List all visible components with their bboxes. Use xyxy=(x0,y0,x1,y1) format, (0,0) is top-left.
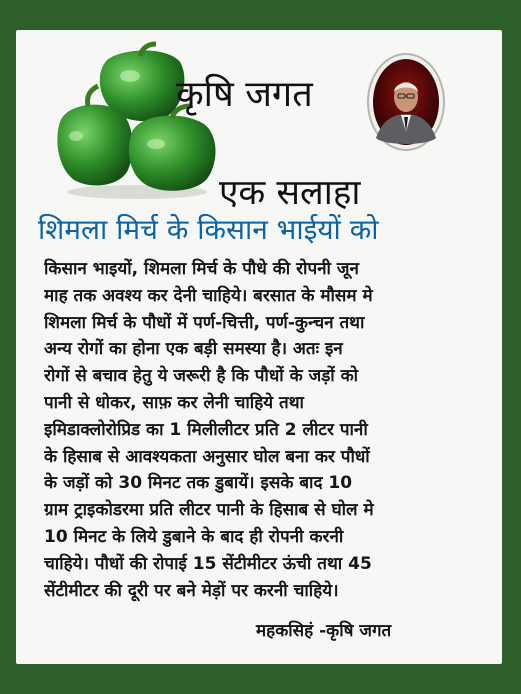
green-capsicum-illustration xyxy=(52,40,222,200)
advisory-body xyxy=(44,256,474,604)
body-line: अन्य रोगों का होना एक बड़ी समस्या है। अतः इन xyxy=(44,339,343,360)
body-line: के हिसाब से आवश्यकता अनुसार घोल बना कर पौधों xyxy=(44,446,370,467)
signature: महकसिहं -कृषि जगत xyxy=(256,621,392,641)
body-line: किसान भाइयों, शिमला मिर्च के पौधे की रोपनी जून xyxy=(44,259,359,279)
body-line: शिमला मिर्च के पौधों में पर्ण-चित्ती, पर्ण-कुन्चन तथा xyxy=(44,312,365,333)
body-line: ग्राम ट्राइकोडरमा प्रति लीटर पानी के हिसाब से घोल मे xyxy=(44,500,374,521)
body-line: चाहिये। पौधों की रोपाई 15 सेंटीमीटर ऊंची तथा 45 xyxy=(44,553,372,574)
body-line: के जड़ों को 30 मिनट तक डुबायें। इसके बाद 10 xyxy=(44,473,353,494)
body-line: रोगों से बचाव हेतु ये जरूरी है कि पौधों के जड़ों को xyxy=(44,366,359,387)
body-line: 10 मिनट के लिये डुबाने के बाद ही रोपनी करनी xyxy=(44,526,344,547)
author-portrait xyxy=(366,52,446,152)
body-line: माह तक अवश्य कर देनी चाहिये। बरसात के मौसम मे xyxy=(44,285,373,306)
body-line: इमिडाक्लोरोप्रिड का 1 मिलीलीटर प्रति 2 लीटर पानी xyxy=(44,419,368,440)
body-line: पानी से धोकर, साफ़ कर लेनी चाहिये तथा xyxy=(44,392,304,413)
brand-title: कृषि जगत xyxy=(176,74,313,115)
subtitle: एक सलाहा xyxy=(219,173,361,213)
headline: शिमला मिर्च के किसान भाईयों को xyxy=(38,213,379,246)
body-line: सेंटीमीटर की दूरी पर बने मेड़ों पर करनी चाहिये। xyxy=(44,580,339,601)
advisory-card xyxy=(16,30,502,664)
